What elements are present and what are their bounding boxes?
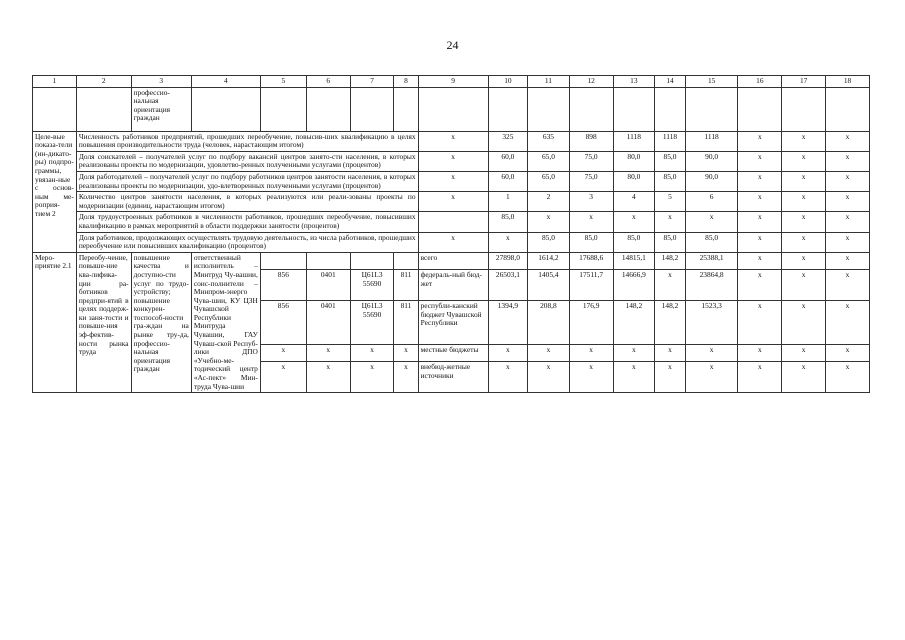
column-number: 8 <box>394 76 418 88</box>
indicator-name: Доля работодателей – получателей услуг по подбору работников центров занятости населения, в которых реализованы проекты по модернизации, удо-влетворенных полученными услугами (процентов) <box>76 171 418 191</box>
indicator-value: x <box>569 212 613 232</box>
funding-value: x <box>655 344 686 362</box>
indicator-value: 5 <box>655 192 686 212</box>
indicator-value: 3 <box>569 192 613 212</box>
indicator-value: x <box>738 212 782 232</box>
funding-value: 25388,1 <box>685 252 738 270</box>
column-number: 1 <box>33 76 77 88</box>
funding-value: x <box>569 362 613 393</box>
indicator-value: x <box>782 151 826 171</box>
cell <box>350 87 394 131</box>
funding-value: x <box>528 344 570 362</box>
column-number: 15 <box>685 76 738 88</box>
budget-code-grbs: 856 <box>260 270 306 301</box>
column-number: 4 <box>191 76 260 88</box>
indicator-value: x <box>782 212 826 232</box>
column-number: 12 <box>569 76 613 88</box>
indicator-value: 60,0 <box>488 151 527 171</box>
indicator-value: 65,0 <box>528 151 570 171</box>
indicator-row <box>33 232 870 252</box>
column-number: 7 <box>350 76 394 88</box>
funding-value: x <box>613 362 655 393</box>
indicator-value: 90,0 <box>685 151 738 171</box>
funding-value: x <box>826 362 870 393</box>
funding-value: 14815,1 <box>613 252 655 270</box>
page-number: 24 <box>446 38 459 52</box>
indicator-value: x <box>528 212 570 232</box>
indicator-value: 4 <box>613 192 655 212</box>
funding-value: 1394,9 <box>488 301 527 345</box>
funding-value: x <box>826 301 870 345</box>
indicator-value: 90,0 <box>685 171 738 191</box>
funding-value: x <box>488 344 527 362</box>
indicator-value: x <box>685 212 738 232</box>
column-number: 3 <box>131 76 191 88</box>
budget-code-target: Ц61L3 55690 <box>350 301 394 345</box>
funding-value: x <box>685 362 738 393</box>
indicator-row <box>33 151 870 171</box>
indicator-value: x <box>826 192 870 212</box>
indicator-value: 1 <box>488 192 527 212</box>
indicator-name: Численность работников предприятий, прошедших переобучение, повысив-ших квалификацию в целях повышения производительности труда (человек, нарастающим итогом) <box>76 131 418 151</box>
indicator-value: x <box>655 212 686 232</box>
indicator-row <box>33 212 870 232</box>
indicator-value: 85,0 <box>655 171 686 191</box>
indicator-value: x <box>418 192 488 212</box>
cell <box>613 87 655 131</box>
budget-code-grbs: x <box>260 344 306 362</box>
funding-value: x <box>782 344 826 362</box>
indicator-value: x <box>826 151 870 171</box>
cell <box>655 87 686 131</box>
indicator-value: 1118 <box>685 131 738 151</box>
indicator-value: 1118 <box>655 131 686 151</box>
budget-code-section <box>306 252 350 270</box>
funding-value: x <box>655 270 686 301</box>
funding-value: 208,8 <box>528 301 570 345</box>
indicator-value: 1118 <box>613 131 655 151</box>
indicator-value: x <box>738 131 782 151</box>
funding-value: 148,2 <box>613 301 655 345</box>
column-number: 14 <box>655 76 686 88</box>
funding-value: 27898,0 <box>488 252 527 270</box>
indicator-value: 635 <box>528 131 570 151</box>
indicator-value: 85,0 <box>528 232 570 252</box>
funding-value: 1614,2 <box>528 252 570 270</box>
indicator-value: x <box>738 151 782 171</box>
indicator-value: 80,0 <box>613 171 655 191</box>
measure-row <box>33 252 870 270</box>
funding-source: федераль-ный бюд-жет <box>418 270 488 301</box>
indicator-value: x <box>782 171 826 191</box>
funding-value: x <box>782 252 826 270</box>
funding-value: x <box>826 252 870 270</box>
indicator-value: 85,0 <box>655 151 686 171</box>
column-number: 9 <box>418 76 488 88</box>
indicator-row <box>33 192 870 212</box>
column-number: 6 <box>306 76 350 88</box>
indicator-value: x <box>782 131 826 151</box>
funding-value: x <box>613 344 655 362</box>
indicator-value: x <box>782 192 826 212</box>
funding-value: x <box>782 270 826 301</box>
column-number: 13 <box>613 76 655 88</box>
indicator-value: x <box>826 131 870 151</box>
indicator-row <box>33 171 870 191</box>
funding-value: x <box>738 252 782 270</box>
indicator-value: x <box>418 171 488 191</box>
funding-value: x <box>826 344 870 362</box>
cell <box>260 87 306 131</box>
indicator-value: 85,0 <box>685 232 738 252</box>
indicator-value: 60,0 <box>488 171 527 191</box>
funding-source: местные бюджеты <box>418 344 488 362</box>
indicator-value: 75,0 <box>569 171 613 191</box>
measure-executors: ответственный исполнитель – Минтруд Чу-вашии, соис-полнители – Минпром-энерго Чува-шии, КУ ЦЗН Чувашской Республики Минтруда Чувашии, ГАУ Чуваш-ской Респуб-лики ДПО «Учебно-ме-тодический центр «Ас-пект» Мин-труда Чува-шии <box>191 252 260 393</box>
funding-value: 176,9 <box>569 301 613 345</box>
indicator-name: Количество центров занятости населения, в которых реализуются или реали-зованы проекты по модернизации (единиц, нарастающим итогом) <box>76 192 418 212</box>
budget-code-target: Ц61L3 55690 <box>350 270 394 301</box>
column-number: 5 <box>260 76 306 88</box>
budget-code-section: x <box>306 344 350 362</box>
budget-code-target: x <box>350 344 394 362</box>
funding-value: x <box>782 362 826 393</box>
column-number: 16 <box>738 76 782 88</box>
cell <box>418 87 488 131</box>
column-number: 10 <box>488 76 527 88</box>
indicator-value: x <box>738 232 782 252</box>
funding-value: x <box>655 362 686 393</box>
indicator-value: x <box>488 232 527 252</box>
budget-code-type: 811 <box>394 270 418 301</box>
funding-source: всего <box>418 252 488 270</box>
funding-value: 23864,8 <box>685 270 738 301</box>
cell <box>685 87 738 131</box>
cell <box>394 87 418 131</box>
funding-value: 1405,4 <box>528 270 570 301</box>
budget-code-target <box>350 252 394 270</box>
cell <box>191 87 260 131</box>
column-number: 18 <box>826 76 870 88</box>
budget-code-section: 0401 <box>306 270 350 301</box>
indicator-value: 85,0 <box>569 232 613 252</box>
funding-value: 17688,6 <box>569 252 613 270</box>
indicator-name: Доля трудоустроенных работников в численности работников, прошедших переобучение, повысивших квалификацию в рамках мероприятий в области поддержки занятости (процентов) <box>76 212 418 232</box>
indicator-value <box>418 212 488 232</box>
continuation-row <box>33 87 870 131</box>
indicator-value: x <box>418 151 488 171</box>
indicator-value: 325 <box>488 131 527 151</box>
column-number: 17 <box>782 76 826 88</box>
budget-code-type: x <box>394 362 418 393</box>
indicator-value: x <box>826 232 870 252</box>
cont-col3: профессио-нальная ориентация граждан <box>131 87 191 131</box>
indicator-value: 75,0 <box>569 151 613 171</box>
cell <box>33 87 77 131</box>
indicator-value: x <box>826 212 870 232</box>
funding-value: x <box>738 301 782 345</box>
indicator-value: x <box>738 192 782 212</box>
budget-code-section: x <box>306 362 350 393</box>
cell <box>569 87 613 131</box>
indicator-value: x <box>826 171 870 191</box>
indicator-value: 85,0 <box>613 232 655 252</box>
funding-value: 26503,1 <box>488 270 527 301</box>
funding-source: внебюд-жетные источники <box>418 362 488 393</box>
cell <box>738 87 782 131</box>
indicator-value: 85,0 <box>655 232 686 252</box>
cell <box>528 87 570 131</box>
funding-value: 14666,9 <box>613 270 655 301</box>
funding-value: 17511,7 <box>569 270 613 301</box>
indicator-value: 6 <box>685 192 738 212</box>
measure-name: Переобу-чение, повыше-ние ква-лифика-ции ра-ботников предпри-ятий в целях поддерж-ки заня-тости и повыше-ния эф-фектив-ности рынка труда <box>76 252 131 393</box>
indicator-name: Доля работников, продолжающих осуществлять трудовую деятельность, из числа работников, прошедших переобучение или повысивших квалификацию (процентов) <box>76 232 418 252</box>
cell <box>782 87 826 131</box>
column-number: 2 <box>76 76 131 88</box>
cell <box>306 87 350 131</box>
budget-code-type: 811 <box>394 301 418 345</box>
budget-code-grbs <box>260 252 306 270</box>
indicators-group-label: Целе-вые показа-тели (ин-дикато-ры) подпро-граммы, увязан-ные с основ-ным ме-роприя-тием 2 <box>33 131 77 252</box>
indicator-value: x <box>738 171 782 191</box>
funding-value: x <box>782 301 826 345</box>
budget-code-target: x <box>350 362 394 393</box>
indicator-value: 85,0 <box>488 212 527 232</box>
indicator-value: x <box>613 212 655 232</box>
funding-value: x <box>738 344 782 362</box>
column-number-row <box>33 76 870 88</box>
indicator-value: 65,0 <box>528 171 570 191</box>
funding-value: 1523,3 <box>685 301 738 345</box>
budget-code-grbs: 856 <box>260 301 306 345</box>
indicator-value: 898 <box>569 131 613 151</box>
cell <box>76 87 131 131</box>
funding-value: x <box>685 344 738 362</box>
funding-value: 148,2 <box>655 252 686 270</box>
program-table <box>32 75 870 393</box>
indicator-value: x <box>418 232 488 252</box>
funding-value: 148,2 <box>655 301 686 345</box>
budget-code-type: x <box>394 344 418 362</box>
measure-number: Меро-приятие 2.1 <box>33 252 77 393</box>
indicator-value: 80,0 <box>613 151 655 171</box>
indicator-row <box>33 131 870 151</box>
measure-task: повышение качества и доступно-сти услуг по трудо-устройству; повышение конкурен-тоспособ-ности гра-ждан на рынке тру-да, профессио-нальная ориентация граждан <box>131 252 191 393</box>
indicator-name: Доля соискателей – получателей услуг по подбору вакансий центров занято-сти населения, в которых реализованы проекты по модернизации, удовлетво-ренных полученными услугами (процентов) <box>76 151 418 171</box>
funding-value: x <box>528 362 570 393</box>
funding-value: x <box>488 362 527 393</box>
indicator-value: x <box>418 131 488 151</box>
cell <box>826 87 870 131</box>
indicator-value: 2 <box>528 192 570 212</box>
funding-value: x <box>826 270 870 301</box>
cell <box>488 87 527 131</box>
funding-value: x <box>738 270 782 301</box>
budget-code-section: 0401 <box>306 301 350 345</box>
budget-code-grbs: x <box>260 362 306 393</box>
funding-value: x <box>569 344 613 362</box>
column-number: 11 <box>528 76 570 88</box>
funding-value: x <box>738 362 782 393</box>
funding-source: республи-канский бюджет Чувашской Республики <box>418 301 488 345</box>
indicator-value: x <box>782 232 826 252</box>
budget-code-type <box>394 252 418 270</box>
